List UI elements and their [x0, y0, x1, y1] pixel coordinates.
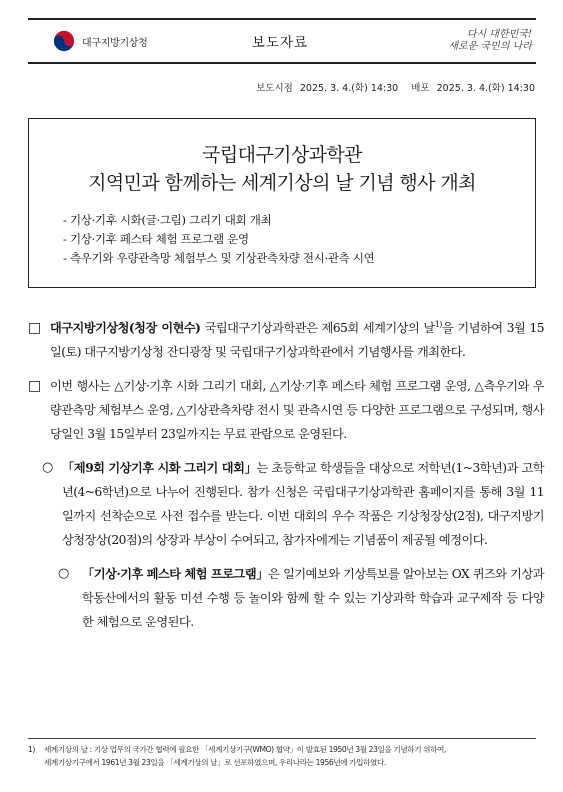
distribution-label: 배포: [411, 83, 430, 94]
release-info: [252, 80, 535, 94]
square-bullet-icon: □: [28, 320, 42, 336]
press-time-value: 2025. 3. 4.(화) 14:30: [299, 83, 399, 94]
agency-logo: [28, 29, 178, 53]
paragraph-1: □ 대구지방기상청(청장 이현수) 국립대구기상과학관은 제65회 세계기상의 날$^{1)}$을 기념하여 3월 15일(토) 대구지방기상청 잔디광장 및 국립대구기상과학관에서 기념행사를 개최한다.: [28, 316, 544, 364]
footnote-number: 1): [28, 745, 35, 754]
circle-bullet-icon: ○: [42, 460, 54, 475]
agency-bold: 대구지방기상청(청장 이현수): [50, 321, 201, 335]
circle-bullet-icon: ○: [58, 566, 70, 581]
summary-list: [63, 211, 535, 268]
footnote-line-1: 세계기상의 날 : 기상 업무의 국가간 협력에 필요한 「세계기상기구(WMO) 협약」이 발효된 1950년 3월 23일을 기념하기 위하여,: [44, 745, 446, 754]
government-slogan: [382, 29, 536, 53]
footnote: [28, 738, 536, 769]
summary-item: - 기상·기후 페스타 체험 프로그램 운영: [63, 232, 249, 246]
slogan-line-1: 다시 대한민국!: [466, 29, 532, 40]
article-body: [28, 316, 544, 644]
slogan-line-2: 새로운 국민의 나라: [448, 41, 532, 52]
contest-name: 「제9회 기상기후 시화 그리기 대회」: [62, 461, 257, 475]
title-box: [28, 118, 536, 288]
paragraph-3: ○ 「제9회 기상기후 시화 그리기 대회」는 초등학교 학생들을 대상으로 저학년(1~3학년)과 고학년(4~6학년)으로 나누어 진행된다. 참가 신청은 국립대구기상과학관 홈페이지를 통해 3월 11일까지 선착순으로 사전 접수를 받는다. 이번 대회의 우수 작품은 기상청장상(2점), 대구지방기상청장상(20점)의 상장과 부상이 수여되고, 참가자에게는 기념품이 제공될 예정이다.: [38, 456, 544, 552]
headline: [29, 141, 535, 197]
summary-item: - 측우기와 우량관측망 체험부스 및 기상관측차량 전시·관측 시연: [63, 251, 375, 265]
document-header: [28, 18, 536, 64]
paragraph-4: ○ 「기상·기후 페스타 체험 프로그램」은 일기예보와 기상특보를 알아보는 OX 퀴즈와 기상과학동산에서의 활동 미션 수행 등 놀이와 함께 할 수 있는 기상과학 학습과 교구제작 등 다양한 체험으로 운영된다.: [58, 562, 544, 634]
agency-name: 대구지방기상청: [82, 37, 148, 49]
document-type: 보도자료: [251, 35, 309, 51]
press-time-label: 보도시점: [256, 83, 293, 94]
distribution-time-value: 2025. 3. 4.(화) 14:30: [436, 83, 535, 94]
footnote-line-2: 세계기상기구에서 1961년 3월 23일을 「세계기상의 날」로 선포하였으며, 우리나라는 1956년에 가입하였다.: [44, 758, 386, 767]
square-bullet-icon: □: [28, 378, 42, 394]
headline-line-1: 국립대구기상과학관: [202, 144, 362, 166]
taegeuk-logo-icon: [52, 29, 76, 53]
paragraph-2: □ 이번 행사는 △기상·기후 시화 그리기 대회, △기상·기후 페스타 체험 프로그램 운영, △측우기와 우량관측망 체험부스 운영, △기상관측차량 전시 및 관측시연 등 다양한 프로그램으로 구성되며, 행사 당일인 3월 15일부터 23일까지는 무료 관람으로 운영된다.: [28, 374, 544, 446]
summary-item: - 기상·기후 시화(글·그림) 그리기 대회 개최: [63, 213, 272, 227]
headline-line-2: 지역민과 함께하는 세계기상의 날 기념 행사 개최: [88, 172, 476, 194]
footnote-ref: 1): [434, 319, 442, 329]
program-name: 「기상·기후 페스타 체험 프로그램」: [82, 567, 269, 581]
